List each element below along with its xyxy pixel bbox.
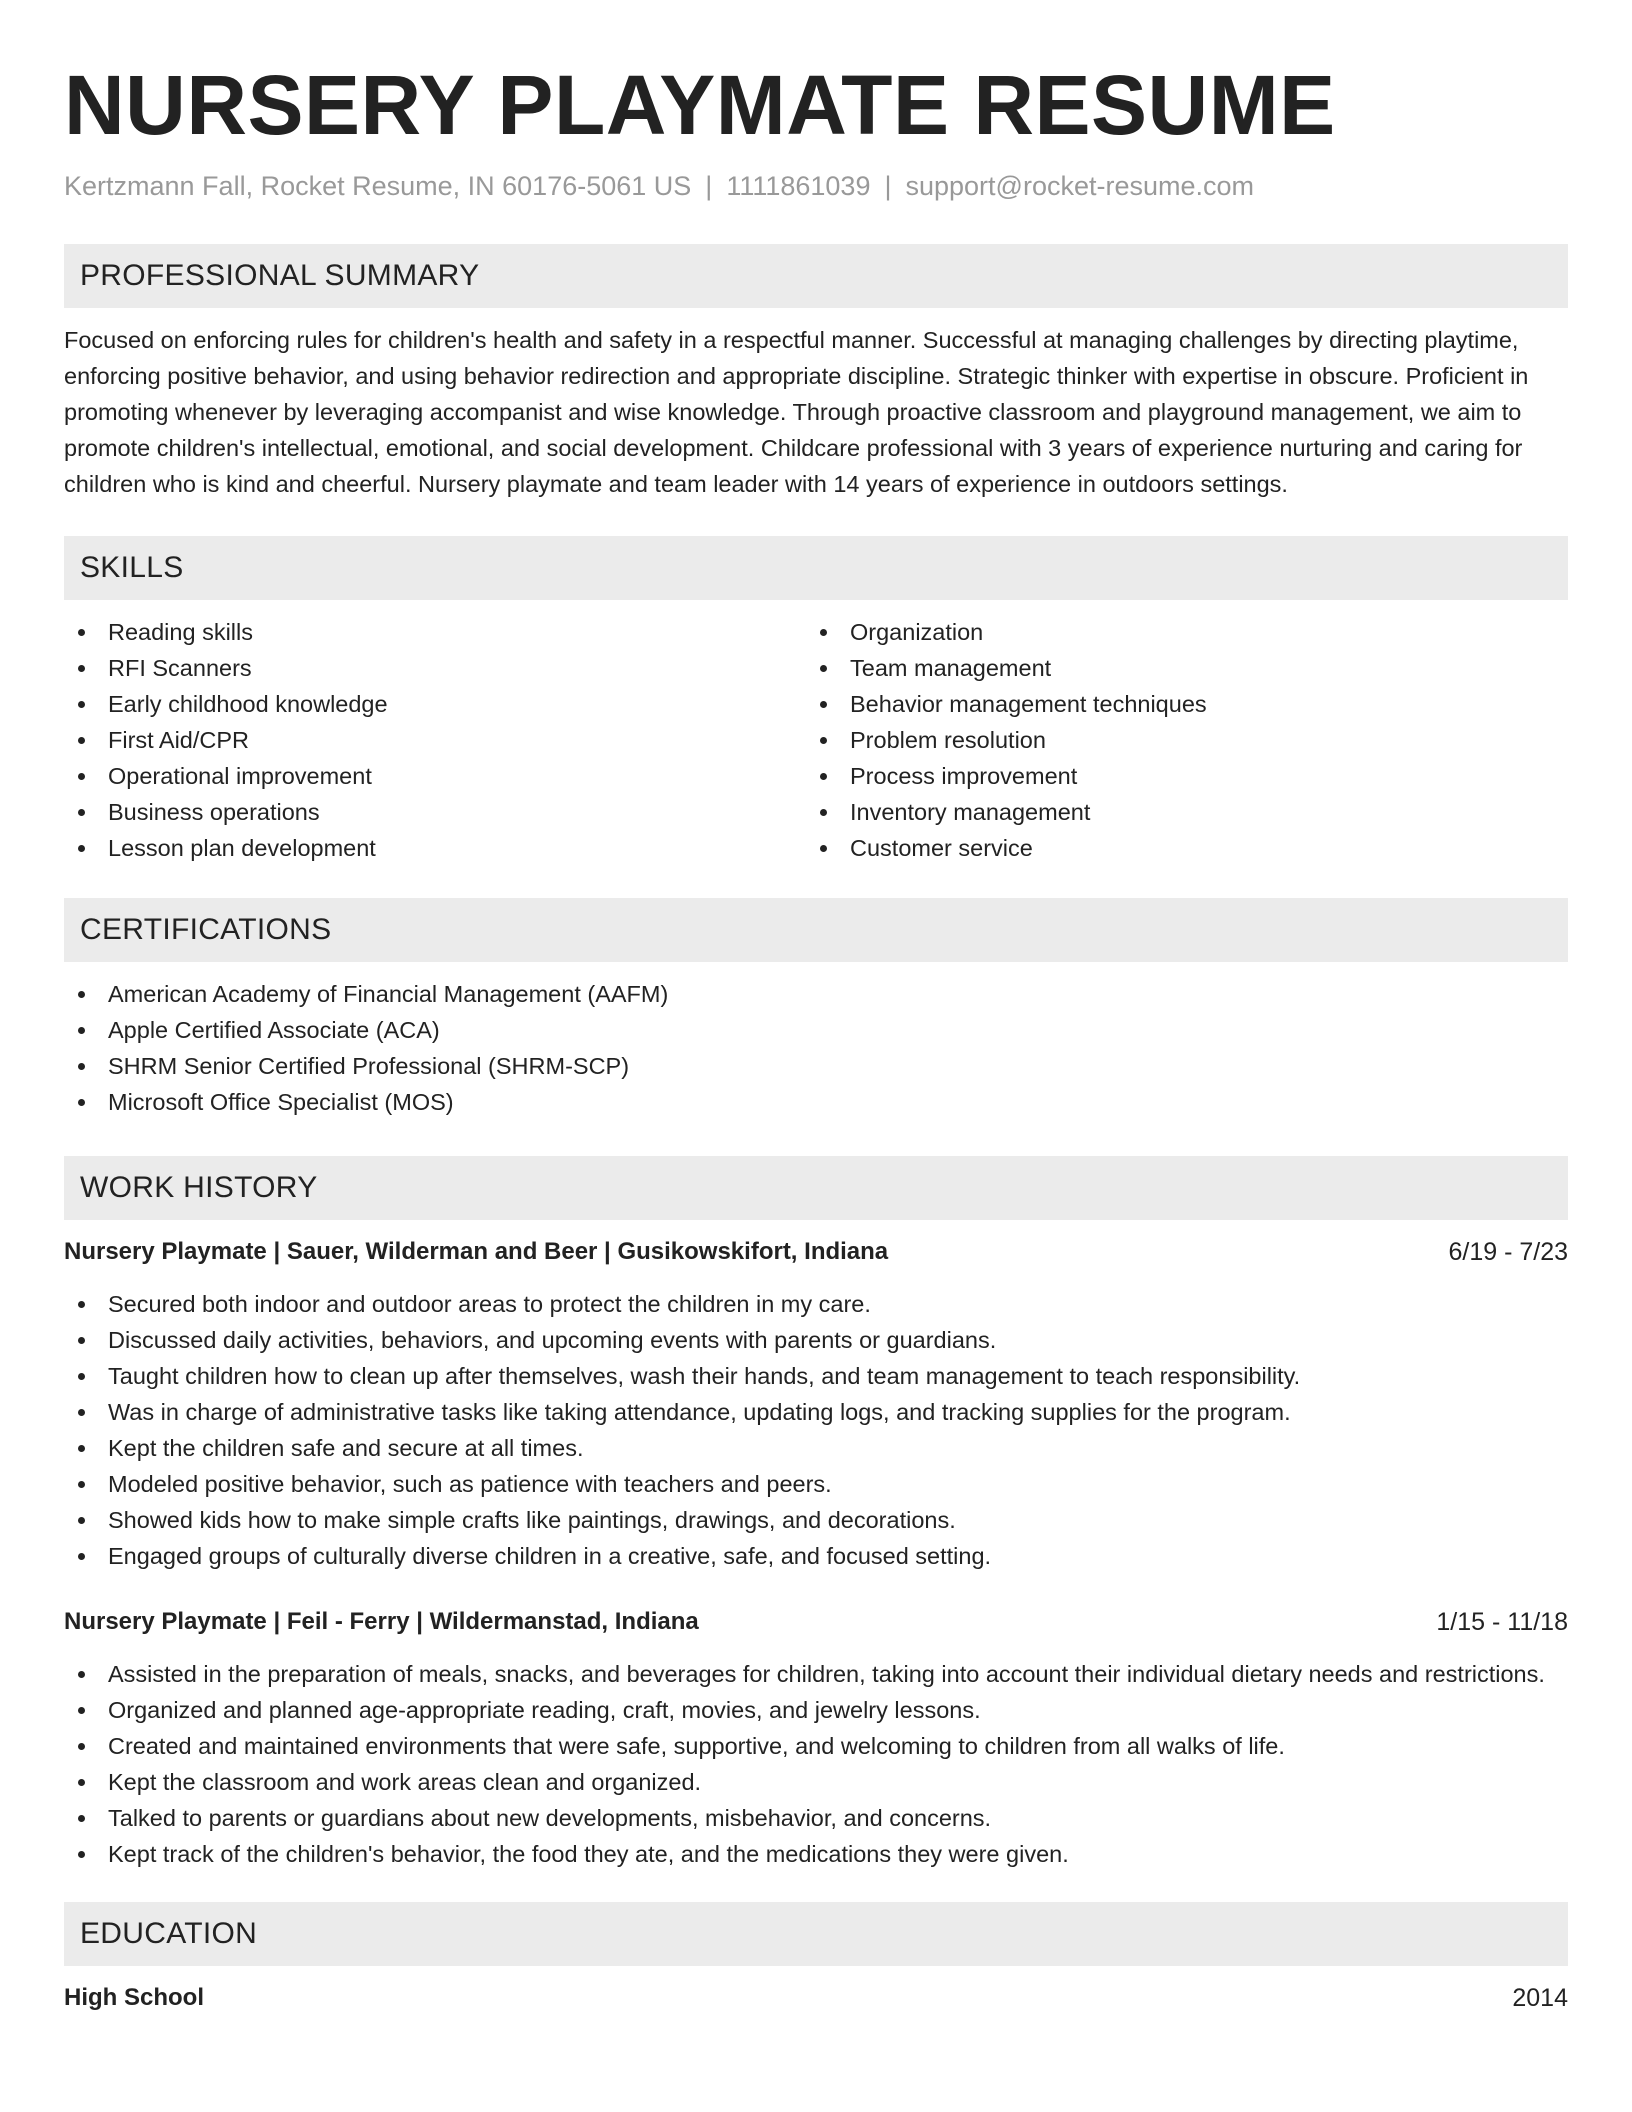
job-header xyxy=(64,1234,1568,1270)
skills-list xyxy=(64,614,1568,866)
contact-address: Kertzmann Fall, Rocket Resume, IN 60176-5061 US xyxy=(64,171,692,201)
job-duty-item: Engaged groups of culturally diverse children in a creative, safe, and focused setting. xyxy=(64,1538,1568,1574)
education-year: 2014 xyxy=(1512,1984,1568,2012)
job-duty-item: Modeled positive behavior, such as patience with teachers and peers. xyxy=(64,1466,1568,1502)
skill-item: Reading skills xyxy=(64,614,806,650)
job-duty-item: Assisted in the preparation of meals, snacks, and beverages for children, taking into account their individual dietary needs and restrictions. xyxy=(64,1656,1568,1692)
job-duty-item: Talked to parents or guardians about new developments, misbehavior, and concerns. xyxy=(64,1800,1568,1836)
contact-separator: | xyxy=(705,171,713,201)
skill-item: Customer service xyxy=(806,830,1548,866)
certification-item: Microsoft Office Specialist (MOS) xyxy=(64,1084,1568,1120)
skill-item: Process improvement xyxy=(806,758,1548,794)
skill-item: Team management xyxy=(806,650,1548,686)
job-dates: 6/19 - 7/23 xyxy=(1448,1238,1568,1266)
skill-item: First Aid/CPR xyxy=(64,722,806,758)
job-duties-list xyxy=(64,1656,1568,1872)
skill-item: Behavior management techniques xyxy=(806,686,1548,722)
contact-separator: | xyxy=(884,171,892,201)
job-duty-item: Organized and planned age-appropriate reading, craft, movies, and jewelry lessons. xyxy=(64,1692,1568,1728)
job-duties-list xyxy=(64,1286,1568,1574)
job-duty-item: Kept the classroom and work areas clean and organized. xyxy=(64,1764,1568,1800)
skill-item: Lesson plan development xyxy=(64,830,806,866)
certifications-section-header: CERTIFICATIONS xyxy=(64,898,1568,962)
skill-item: Operational improvement xyxy=(64,758,806,794)
skill-item: Business operations xyxy=(64,794,806,830)
job-dates: 1/15 - 11/18 xyxy=(1436,1608,1568,1636)
skill-item: Early childhood knowledge xyxy=(64,686,806,722)
skill-item: Inventory management xyxy=(806,794,1548,830)
education-title: High School xyxy=(64,1984,204,2011)
job-duty-item: Secured both indoor and outdoor areas to protect the children in my care. xyxy=(64,1286,1568,1322)
skill-item: Organization xyxy=(806,614,1548,650)
job-duty-item: Was in charge of administrative tasks like taking attendance, updating logs, and tracking supplies for the program. xyxy=(64,1394,1568,1430)
summary-section-header: PROFESSIONAL SUMMARY xyxy=(64,244,1568,308)
job-duty-item: Kept track of the children's behavior, the food they ate, and the medications they were given. xyxy=(64,1836,1568,1872)
skills-column-left xyxy=(64,614,806,866)
contact-email: support@rocket-resume.com xyxy=(905,171,1255,201)
skills-section-header: SKILLS xyxy=(64,536,1568,600)
skill-item: RFI Scanners xyxy=(64,650,806,686)
certification-item: Apple Certified Associate (ACA) xyxy=(64,1012,1568,1048)
job-title: Nursery Playmate | Feil - Ferry | Wildermanstad, Indiana xyxy=(64,1608,699,1635)
skill-item: Problem resolution xyxy=(806,722,1548,758)
job-duty-item: Kept the children safe and secure at all times. xyxy=(64,1430,1568,1466)
job-header xyxy=(64,1604,1568,1640)
job-duty-item: Created and maintained environments that were safe, supportive, and welcoming to children from all walks of life. xyxy=(64,1728,1568,1764)
education-entry xyxy=(64,1980,1568,2016)
certification-item: SHRM Senior Certified Professional (SHRM-SCP) xyxy=(64,1048,1568,1084)
job-duty-item: Taught children how to clean up after themselves, wash their hands, and team management to teach responsibility. xyxy=(64,1358,1568,1394)
contact-phone: 1111861039 xyxy=(726,171,871,201)
certifications-list xyxy=(64,976,1568,1120)
job-duty-item: Discussed daily activities, behaviors, and upcoming events with parents or guardians. xyxy=(64,1322,1568,1358)
job-duty-item: Showed kids how to make simple crafts like paintings, drawings, and decorations. xyxy=(64,1502,1568,1538)
job-title: Nursery Playmate | Sauer, Wilderman and Beer | Gusikowskifort, Indiana xyxy=(64,1238,889,1265)
resume-title: NURSERY PLAYMATE RESUME xyxy=(64,58,1336,152)
education-section-header: EDUCATION xyxy=(64,1902,1568,1966)
job-entry xyxy=(64,1234,1568,1574)
skills-column-right xyxy=(806,614,1548,866)
job-entry xyxy=(64,1604,1568,1872)
summary-text: Focused on enforcing rules for children's health and safety in a respectful manner. Successful at managing challenges by directing playtime, enforcing positive behavior, and using behavior redirection and appropriate discipline. Strategic thinker with expertise in obscure. Proficient in promoting whenever by leveraging accompanist and wise knowledge. Through proactive classroom and playground management, we aim to promote children's intellectual, emotional, and social development. Childcare professional with 3 years of experience nurturing and caring for children who is kind and cheerful. Nursery playmate and team leader with 14 years of experience in outdoors settings. xyxy=(64,327,1529,497)
certification-item: American Academy of Financial Management (AAFM) xyxy=(64,976,1568,1012)
work-history-section-header: WORK HISTORY xyxy=(64,1156,1568,1220)
contact-line xyxy=(64,168,1568,204)
